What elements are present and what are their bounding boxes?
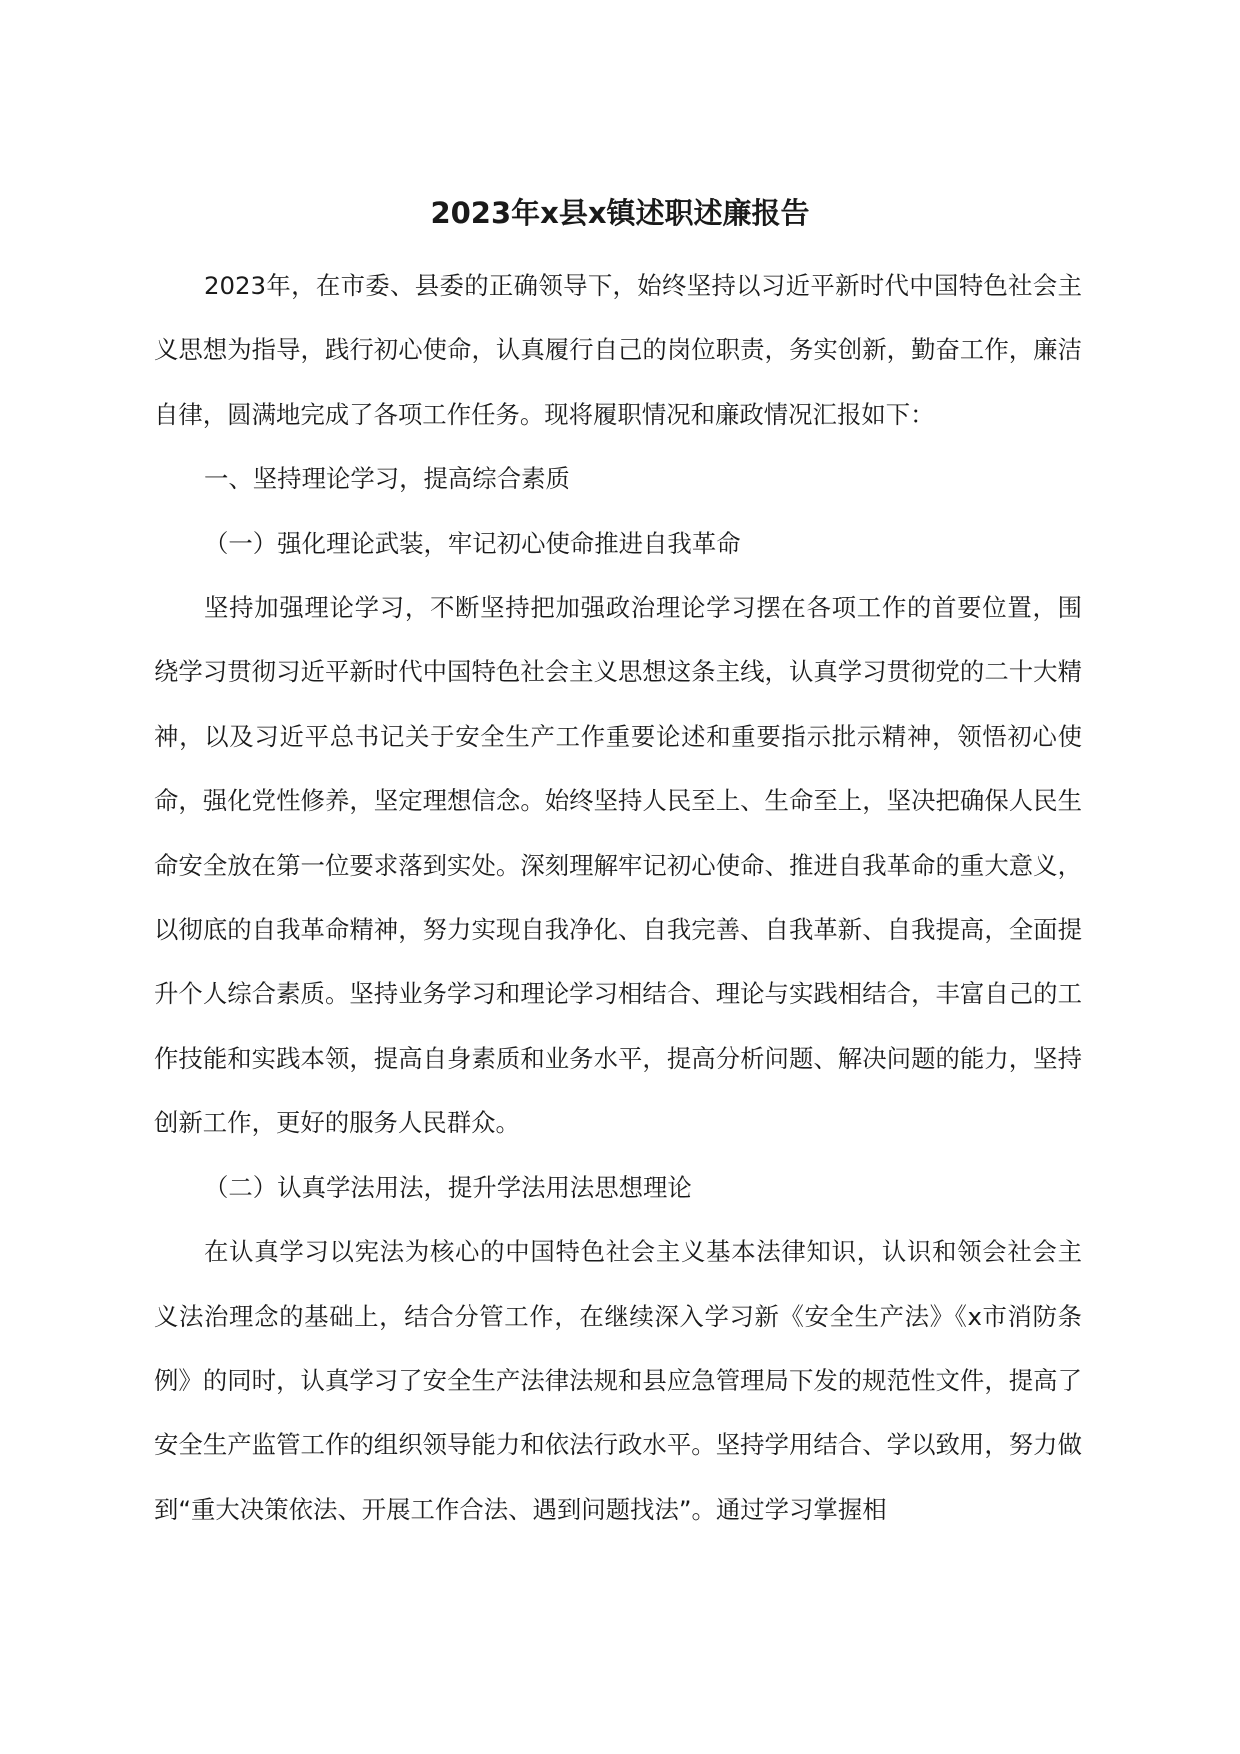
- section-heading-1: 一、坚持理论学习，提高综合素质: [204, 464, 570, 494]
- paragraph-intro: 2023年，在市委、县委的正确领导下，始终坚持以习近平新时代中国特色社会主义思想为指导，践行初心使命，认真履行自己的岗位职责，务实创新，勤奋工作，廉洁自律，圆满地完成了各项工作任务。现将履职情况和廉政情况汇报如下：: [154, 271, 1082, 429]
- document-body: [154, 254, 1082, 1542]
- subsection-heading-2: （二）认真学法用法，提升学法用法思想理论: [204, 1172, 692, 1202]
- paragraph-theory-study: 坚持加强理论学习，不断坚持把加强政治理论学习摆在各项工作的首要位置，围绕学习贯彻习近平新时代中国特色社会主义思想这条主线，认真学习贯彻党的二十大精神，以及习近平总书记关于安全生产工作重要论述和重要指示批示精神，领悟初心使命，强化党性修养，坚定理想信念。始终坚持人民至上、生命至上，坚决把确保人民生命安全放在第一位要求落到实处。深刻理解牢记初心使命、推进自我革命的重大意义，以彻底的自我革命精神，努力实现自我净化、自我完善、自我革新、自我提高，全面提升个人综合素质。坚持业务学习和理论学习相结合、理论与实践相结合，丰富自己的工作技能和实践本领，提高自身素质和业务水平，提高分析问题、解决问题的能力，坚持创新工作，更好的服务人民群众。: [154, 593, 1082, 1138]
- document-title: 2023年x县x镇述职述廉报告: [430, 196, 810, 230]
- subsection-heading-1: （一）强化理论武装，牢记初心使命推进自我革命: [204, 528, 741, 558]
- paragraph-law-study: 在认真学习以宪法为核心的中国特色社会主义基本法律知识，认识和领会社会主义法治理念的基础上，结合分管工作，在继续深入学习新《安全生产法》《x市消防条例》的同时，认真学习了安全生产法律法规和县应急管理局下发的规范性文件，提高了安全生产监管工作的组织领导能力和依法行政水平。坚持学用结合、学以致用，努力做到“重大决策依法、开展工作合法、遇到问题找法”。通过学习掌握相: [154, 1237, 1082, 1524]
